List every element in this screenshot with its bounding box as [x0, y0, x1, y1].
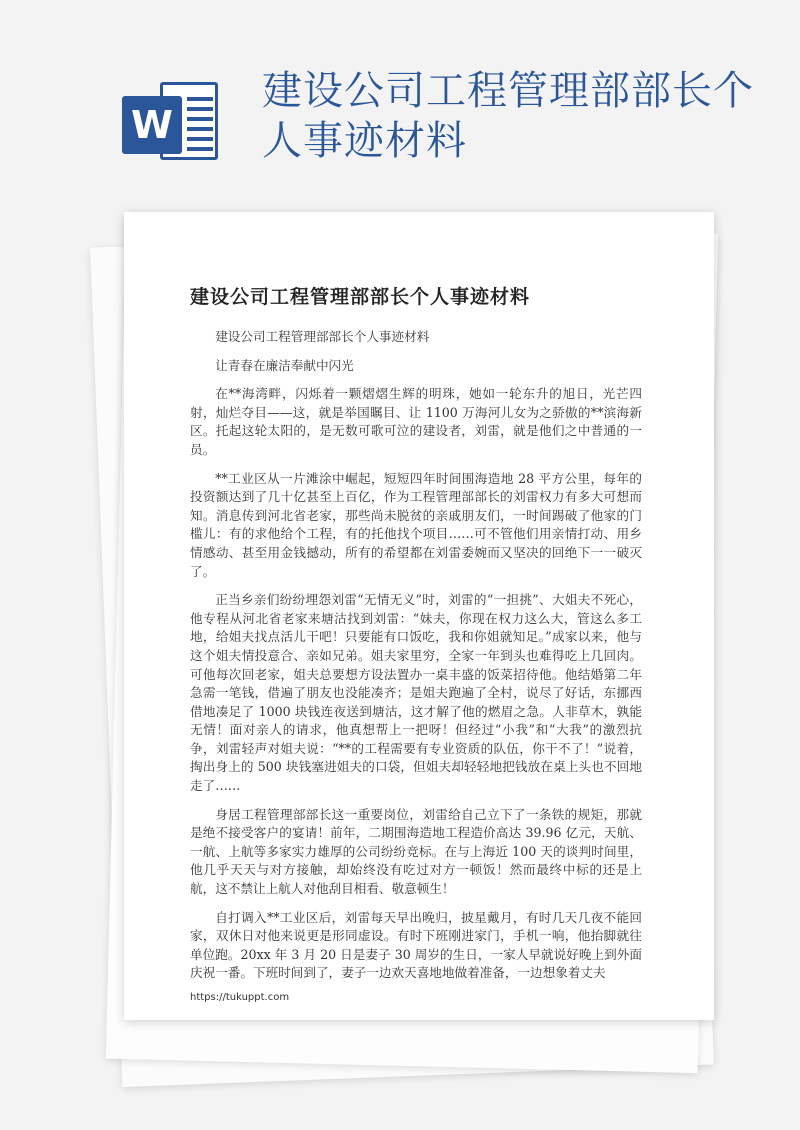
document-paragraph: 让青春在廉洁奉献中闪光 — [215, 357, 354, 373]
page-title: 建设公司工程管理部部长个人事迹材料 — [262, 68, 754, 164]
document-paragraph: **工业区从一片滩涂中崛起，短短四年时间围海造地 28 平方公里，每年的投资额达到了几十亿甚至上百亿，作为工程管理部部长的刘雷权力有多大可想而知。消息传到河北省老家，那些尚未脱贫的亲戚朋友们，一时间踢破了他家的门槛儿：有的求他给个工程，有的托他找个项目……可不管他们用亲情打动、用乡情感动、甚至用金钱撼动，所有的希望都在刘雷委婉而又坚决的回绝下一一破灭了。 — [190, 470, 642, 579]
document-page — [124, 212, 714, 1020]
word-icon — [122, 70, 222, 170]
document-paragraph: 自打调入**工业区后，刘雷每天早出晚归，披星戴月，有时几天几夜不能回家，双休日对他来说更是形同虚设。有时下班刚进家门，手机一响，他抬脚就往单位跑。20xx 年 3 月 20 日是妻子 30 周岁的生日，一家人早就说好晚上到外面庆祝一番。下班时间到了，妻子一边欢天喜地地做着准备，一边想象着丈夫 — [190, 909, 642, 981]
document-title: 建设公司工程管理部部长个人事迹材料 — [190, 286, 531, 308]
word-letter-badge: W — [122, 96, 182, 154]
document-paragraph: 身居工程管理部部长这一重要岗位，刘雷给自己立下了一条铁的规矩，那就是绝不接受客户的宴请！前年，二期围海造地工程造价高达 39.96 亿元，天航、一航、上航等多家实力雄厚的公司纷纷竞标。在与上海近 100 天的谈判时间里，他几乎天天与对方接触，却始终没有吃过对方一顿饭！然而最终中标的还是上航，这不禁让上航人对他刮目相看、敬意顿生！ — [190, 806, 642, 897]
document-paragraph: 建设公司工程管理部部长个人事迹材料 — [215, 329, 430, 344]
footer-url: https://tukuppt.com — [190, 992, 290, 1003]
document-paragraph: 正当乡亲们纷纷埋怨刘雷“无情无义”时，刘雷的“一担挑”、大姐夫不死心，他专程从河北省老家来塘沽找到刘雷：“妹夫，你现在权力这么大，管这么多工地，给姐夫找点活儿干吧！只要能有口饭吃，我和你姐就知足。”成家以来，他与这个姐夫情投意合、亲如兄弟。姐夫家里穷，全家一年到头也难得吃上几回肉。可他每次回老家，姐夫总要想方设法置办一桌丰盛的饭菜招待他。他结婚第二年急需一笔钱，借遍了朋友也没能凑齐；是姐夫跑遍了全村，说尽了好话，东挪西借地凑足了 1000 块钱连夜送到塘沽，这才解了他的燃眉之急。人非草木，孰能无情！面对亲人的请求，他真想帮上一把呀！但经过“小我”和“大我”的激烈抗争，刘雷轻声对姐夫说：“**的工程需要有专业资质的队伍，你干不了！”说着，掏出身上的 500 块钱塞进姐夫的口袋，但姐夫却轻轻地把钱放在桌上头也不回地走了…… — [190, 592, 642, 794]
header — [0, 0, 800, 200]
document-paragraph: 在**海湾畔，闪烁着一颗熠熠生辉的明珠，她如一轮东升的旭日，光芒四射，灿烂夺目——这，就是举国瞩目、让 1100 万海河儿女为之骄傲的**滨海新区。托起这轮太阳的，是无数可歌可泣的建设者，刘雷，就是他们之中普通的一员。 — [190, 386, 642, 457]
document-body — [190, 328, 642, 993]
